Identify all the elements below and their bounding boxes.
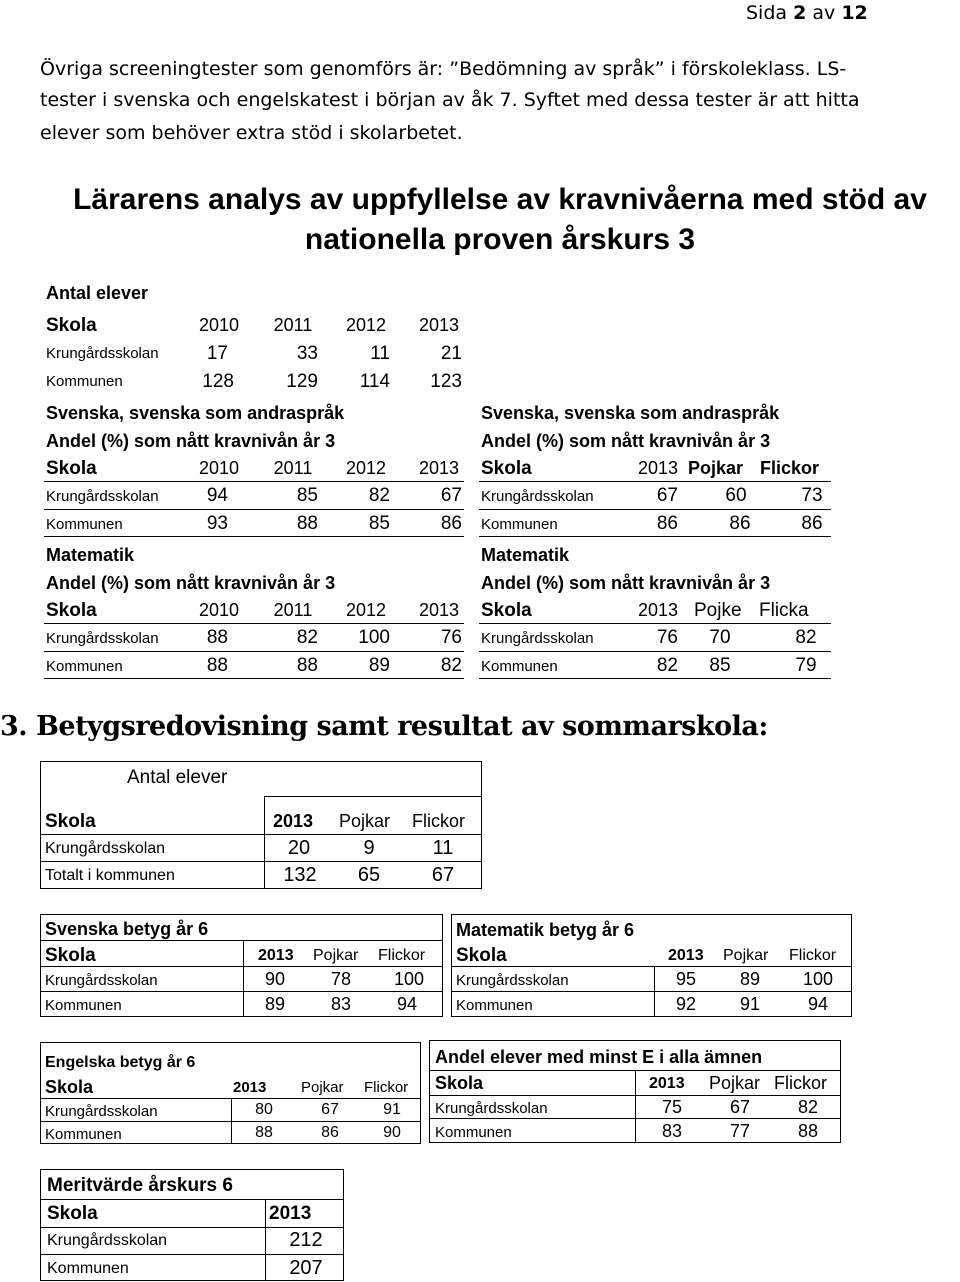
all-subjects-e-table — [429, 1040, 841, 1143]
table-title: Antal elever — [46, 283, 149, 303]
row-school: Krungårdsskolan — [435, 1100, 548, 1117]
row-school: Kommunen — [45, 997, 122, 1014]
table-subject: Matematik — [46, 545, 135, 565]
table-title: Engelska betyg år 6 — [45, 1054, 196, 1071]
merit-value-table — [40, 1169, 344, 1281]
header-year: 2013 — [418, 600, 460, 620]
header-girls: Flickor — [774, 1073, 827, 1093]
header-boys: Pojkar — [313, 947, 359, 964]
table-title: Meritvärde årskurs 6 — [47, 1175, 233, 1196]
cell-value: 88 — [797, 1121, 819, 1141]
cell-value: 100 — [802, 969, 834, 989]
row-school: Kommunen — [46, 516, 123, 533]
header-boys: Pojke — [694, 600, 742, 621]
row-school: Kommunen — [456, 997, 533, 1014]
header-girls: Flickor — [378, 947, 426, 964]
cell-value: 65 — [357, 864, 381, 886]
header-boys: Pojkar — [301, 1079, 344, 1096]
cell-value: 86 — [729, 513, 751, 534]
cell-value: 85 — [296, 485, 318, 506]
cell-value: 89 — [264, 994, 286, 1014]
header-year: 2012 — [345, 458, 387, 478]
header-school: Skola — [46, 458, 97, 479]
row-school: Kommunen — [47, 1260, 129, 1277]
table-title: Matematik betyg år 6 — [456, 920, 635, 940]
cell-value: 88 — [206, 655, 228, 676]
table-measure: Andel (%) som nått kravnivån år 3 — [46, 431, 336, 451]
header-school: Skola — [46, 600, 97, 621]
header-year: 2013 — [269, 1203, 312, 1224]
table-title: Svenska betyg år 6 — [45, 919, 209, 939]
header-year: 2010 — [198, 458, 240, 478]
cell-value: 90 — [383, 1124, 401, 1141]
heading-line-2: nationella proven årskurs 3 — [304, 223, 696, 256]
row-school: Krungårdsskolan — [47, 1232, 168, 1249]
section-3-title: 3. Betygsredovisning samt resultat av sommarskola: — [0, 711, 768, 742]
cell-value: 94 — [396, 994, 418, 1014]
row-school: Kommunen — [46, 373, 123, 390]
cell-value: 33 — [296, 343, 318, 364]
cell-value: 79 — [795, 655, 817, 676]
cell-value: 73 — [801, 485, 823, 506]
header-school: Skola — [46, 315, 97, 336]
cell-value: 78 — [330, 969, 352, 989]
header-school: Skola — [47, 1203, 98, 1224]
header-year: 2013 — [418, 315, 460, 335]
header-school: Skola — [45, 945, 96, 966]
cell-value: 94 — [206, 485, 228, 506]
header-girls: Flickor — [364, 1079, 409, 1096]
cell-value: 67 — [321, 1101, 339, 1118]
cell-value: 95 — [675, 969, 697, 989]
header-school: Skola — [481, 600, 532, 621]
cell-value: 82 — [368, 485, 390, 506]
header-boys: Pojkar — [339, 811, 391, 831]
swedish-grade6-table — [40, 914, 443, 1017]
header-year: 2013 — [668, 947, 704, 964]
row-school: Totalt i kommunen — [45, 867, 175, 884]
cell-value: 88 — [296, 655, 318, 676]
table-subject: Svenska, svenska som andraspråk — [481, 403, 780, 423]
row-school: Krungårdsskolan — [46, 345, 159, 362]
table-title: Andel elever med minst E i alla ämnen — [435, 1047, 763, 1067]
table-measure: Andel (%) som nått kravnivån år 3 — [481, 431, 771, 451]
row-school: Krungårdsskolan — [45, 840, 166, 857]
header-school: Skola — [435, 1073, 484, 1093]
cell-value: 132 — [283, 864, 317, 886]
cell-value: 83 — [330, 994, 352, 1014]
row-school: Kommunen — [481, 516, 558, 533]
cell-value: 11 — [370, 343, 390, 364]
cell-value: 86 — [801, 513, 823, 534]
cell-value: 67 — [431, 864, 455, 886]
cell-value: 67 — [729, 1097, 751, 1117]
cell-value: 212 — [289, 1229, 323, 1251]
cell-value: 92 — [675, 994, 697, 1014]
cell-value: 90 — [264, 969, 286, 989]
header-school: Skola — [45, 1077, 94, 1097]
header-girls: Flickor — [789, 947, 837, 964]
cell-value: 70 — [709, 627, 731, 648]
students-grade6-table — [40, 761, 482, 889]
cell-value: 86 — [321, 1124, 339, 1141]
page-number: Sida 2 av 12 — [746, 2, 868, 24]
header-boys: Pojkar — [709, 1073, 761, 1093]
cell-value: 17 — [206, 343, 228, 364]
header-year: 2012 — [345, 600, 387, 620]
cell-value: 128 — [202, 371, 234, 392]
cell-value: 76 — [656, 627, 678, 648]
header-year: 2013 — [637, 458, 678, 478]
table-title: Antal elever — [127, 767, 228, 788]
cell-value: 76 — [440, 627, 462, 648]
header-year: 2011 — [273, 458, 313, 478]
cell-value: 88 — [296, 513, 318, 534]
cell-value: 82 — [656, 655, 678, 676]
cell-value: 91 — [739, 994, 761, 1014]
cell-value: 9 — [363, 837, 375, 859]
cell-value: 91 — [383, 1101, 401, 1118]
cell-value: 88 — [255, 1124, 273, 1141]
row-school: Krungårdsskolan — [45, 1103, 158, 1120]
cell-value: 114 — [359, 371, 390, 392]
cell-value: 86 — [440, 513, 462, 534]
cell-value: 83 — [661, 1121, 683, 1141]
header-boys: Pojkar — [723, 947, 769, 964]
heading-line-1: Lärarens analys av uppfyllelse av kravnivåerna med stöd av — [73, 183, 927, 216]
row-school: Kommunen — [46, 658, 123, 675]
intro-line-2: tester i svenska och engelskatest i början av åk 7. Syftet med dessa tester är att hitta — [40, 89, 860, 111]
cell-value: 100 — [358, 627, 390, 648]
header-year: 2013 — [418, 458, 460, 478]
cell-value: 89 — [739, 969, 761, 989]
cell-value: 100 — [393, 969, 425, 989]
row-school: Krungårdsskolan — [481, 630, 594, 647]
header-year: 2013 — [273, 811, 314, 831]
cell-value: 207 — [289, 1257, 323, 1279]
header-school: Skola — [481, 458, 532, 479]
header-girls: Flickor — [760, 458, 820, 478]
cell-value: 94 — [807, 994, 829, 1014]
header-year: 2013 — [637, 600, 678, 620]
header-girls: Flicka — [759, 600, 809, 621]
row-school: Krungårdsskolan — [456, 972, 569, 989]
cell-value: 20 — [287, 837, 311, 859]
table-subject: Svenska, svenska som andraspråk — [46, 403, 345, 423]
cell-value: 85 — [709, 655, 731, 676]
row-school: Krungårdsskolan — [481, 488, 594, 505]
math-grade6-table — [451, 914, 852, 1017]
cell-value: 21 — [440, 343, 462, 364]
cell-value: 82 — [795, 627, 817, 648]
cell-value: 77 — [729, 1121, 751, 1141]
cell-value: 89 — [368, 655, 390, 676]
row-school: Kommunen — [435, 1124, 512, 1141]
cell-value: 82 — [797, 1097, 819, 1117]
intro-line-3: elever som behöver extra stöd i skolarbetet. — [40, 122, 463, 144]
header-year: 2010 — [198, 315, 240, 335]
cell-value: 86 — [656, 513, 678, 534]
intro-line-1: Övriga screeningtester som genomförs är: ”Bedömning av språk” i förskoleklass. LS- — [40, 58, 847, 80]
cell-value: 88 — [206, 627, 228, 648]
cell-value: 60 — [725, 485, 747, 506]
row-school: Krungårdsskolan — [46, 488, 159, 505]
header-year: 2013 — [258, 947, 294, 964]
cell-value: 123 — [430, 371, 462, 392]
header-year: 2013 — [649, 1075, 685, 1092]
cell-value: 80 — [255, 1101, 273, 1118]
cell-value: 82 — [296, 627, 318, 648]
header-boys: Pojkar — [688, 458, 744, 478]
row-school: Kommunen — [481, 658, 558, 675]
cell-value: 85 — [368, 513, 390, 534]
cell-value: 93 — [206, 513, 228, 534]
table-measure: Andel (%) som nått kravnivån år 3 — [481, 573, 771, 593]
row-school: Kommunen — [45, 1126, 122, 1143]
header-school: Skola — [456, 945, 507, 966]
row-school: Krungårdsskolan — [46, 630, 159, 647]
cell-value: 129 — [286, 371, 318, 392]
row-school: Krungårdsskolan — [45, 972, 158, 989]
header-year: 2011 — [273, 600, 313, 620]
english-grade6-table — [40, 1042, 421, 1144]
header-girls: Flickor — [412, 811, 465, 831]
header-school: Skola — [45, 811, 96, 832]
cell-value: 75 — [661, 1097, 683, 1117]
cell-value: 67 — [656, 485, 678, 506]
cell-value: 67 — [440, 485, 462, 506]
header-year: 2013 — [233, 1079, 267, 1096]
cell-value: 82 — [440, 655, 462, 676]
table-measure: Andel (%) som nått kravnivån år 3 — [46, 573, 336, 593]
header-year: 2011 — [273, 315, 313, 335]
cell-value: 11 — [432, 837, 454, 859]
table-subject: Matematik — [481, 545, 570, 565]
header-year: 2012 — [345, 315, 387, 335]
header-year: 2010 — [198, 600, 240, 620]
